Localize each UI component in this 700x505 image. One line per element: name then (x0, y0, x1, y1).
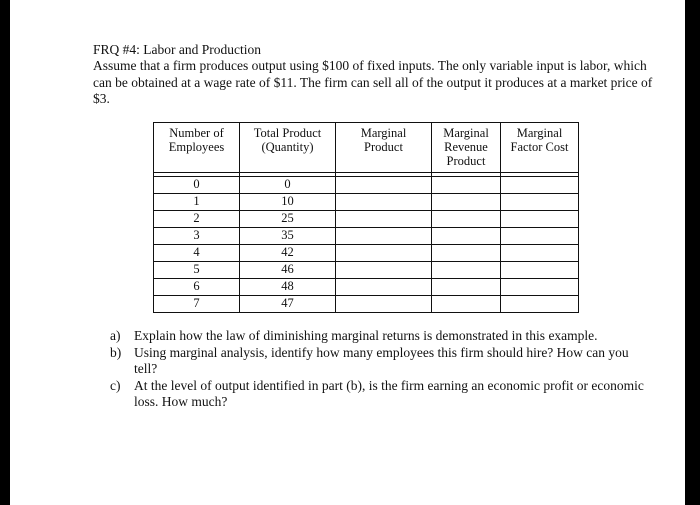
cell-marginal-product (336, 211, 432, 228)
cell-mrp (432, 194, 501, 211)
table-row (154, 296, 579, 313)
cell-mfc (501, 228, 579, 245)
table-header-row (154, 123, 579, 173)
cell-mfc (501, 177, 579, 194)
document-page (10, 0, 685, 505)
question-text: At the level of output identified in part (b), is the firm earning an economic profit or economic loss. How much? (134, 377, 644, 409)
question-item (110, 378, 650, 411)
cell-total-product: 42 (240, 245, 336, 262)
cell-total-product: 10 (240, 194, 336, 211)
cell-mfc (501, 262, 579, 279)
question-letter: c) (110, 377, 121, 393)
cell-total-product: 0 (240, 177, 336, 194)
cell-marginal-product (336, 228, 432, 245)
cell-employees: 7 (154, 296, 240, 313)
question-letter: a) (110, 328, 121, 343)
cell-mrp (432, 262, 501, 279)
question-text: Using marginal analysis, identify how many employees this firm should hire? How can you tell? (134, 344, 629, 376)
frq-intro: Assume that a firm produces output using $100 of fixed inputs. The only variable input is labor, which can be obtained at a wage rate of $11. The firm can sell all of the output it produces at a market price of $3. (93, 58, 653, 106)
cell-total-product: 35 (240, 228, 336, 245)
cell-employees: 5 (154, 262, 240, 279)
table-row (154, 194, 579, 211)
cell-marginal-product (336, 245, 432, 262)
cell-total-product: 46 (240, 262, 336, 279)
cell-marginal-product (336, 262, 432, 279)
header-marginal-revenue-product: Marginal Revenue Product (432, 123, 501, 173)
cell-employees: 2 (154, 211, 240, 228)
table-row (154, 177, 579, 194)
cell-total-product: 25 (240, 211, 336, 228)
cell-marginal-product (336, 279, 432, 296)
cell-mrp (432, 279, 501, 296)
cell-mrp (432, 296, 501, 313)
cell-marginal-product (336, 194, 432, 211)
cell-employees: 0 (154, 177, 240, 194)
table-row (154, 279, 579, 296)
cell-mrp (432, 211, 501, 228)
cell-marginal-product (336, 296, 432, 313)
question-item (110, 345, 650, 378)
cell-mfc (501, 296, 579, 313)
question-text: Explain how the law of diminishing marginal returns is demonstrated in this example. (134, 328, 598, 343)
header-employees: Number of Employees (154, 123, 240, 173)
question-list (110, 328, 650, 411)
cell-employees: 4 (154, 245, 240, 262)
cell-employees: 3 (154, 228, 240, 245)
question-item (110, 328, 650, 345)
cell-employees: 6 (154, 279, 240, 296)
header-marginal-product: Marginal Product (336, 123, 432, 173)
cell-mfc (501, 245, 579, 262)
question-letter: b) (110, 344, 122, 360)
cell-mrp (432, 228, 501, 245)
frq-title: FRQ #4: Labor and Production (93, 42, 261, 57)
cell-mrp (432, 177, 501, 194)
table-row (154, 228, 579, 245)
table-row (154, 262, 579, 279)
table-row (154, 211, 579, 228)
cell-mfc (501, 194, 579, 211)
header-marginal-factor-cost: Marginal Factor Cost (501, 123, 579, 173)
cell-employees: 1 (154, 194, 240, 211)
table-row (154, 245, 579, 262)
cell-mfc (501, 279, 579, 296)
cell-marginal-product (336, 177, 432, 194)
production-table (153, 122, 579, 313)
cell-total-product: 48 (240, 279, 336, 296)
header-total-product: Total Product (Quantity) (240, 123, 336, 173)
cell-total-product: 47 (240, 296, 336, 313)
cell-mfc (501, 211, 579, 228)
cell-mrp (432, 245, 501, 262)
